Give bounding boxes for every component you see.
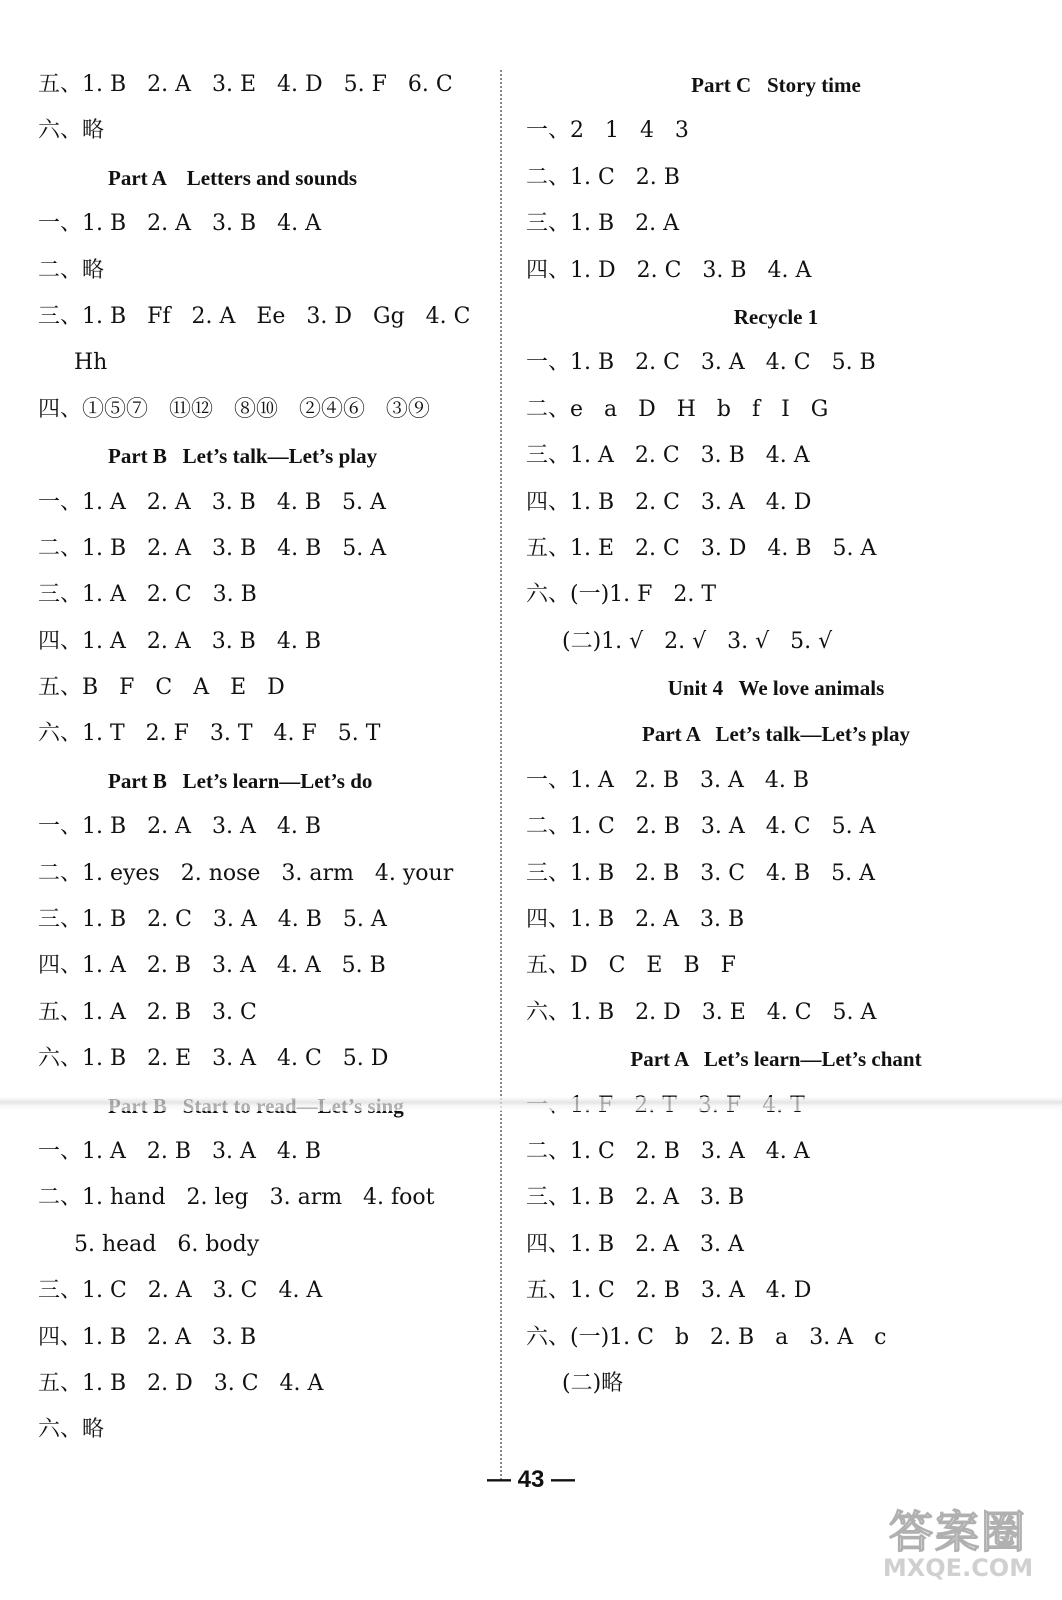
answer-line: 二、1. C 2. B bbox=[526, 164, 680, 190]
answer-line: 二、e a D H b f I G bbox=[526, 396, 829, 422]
answer-line: 五、1. C 2. B 3. A 4. D bbox=[526, 1278, 812, 1304]
column-divider bbox=[500, 70, 502, 1480]
answer-line: 四、1. A 2. A 3. B 4. B bbox=[38, 628, 321, 654]
answer-line: 六、1. B 2. E 3. A 4. C 5. D bbox=[38, 1046, 389, 1072]
answer-line: 二、略 bbox=[38, 257, 105, 283]
answer-line: (二)1. √ 2. √ 3. √ 5. √ bbox=[562, 628, 833, 654]
right-answer-column bbox=[526, 62, 1026, 1407]
answer-line: 四、1. D 2. C 3. B 4. A bbox=[526, 257, 812, 283]
answer-line: 三、1. A 2. C 3. B 4. A bbox=[526, 443, 810, 469]
answer-line: 六、1. T 2. F 3. T 4. F 5. T bbox=[38, 721, 381, 747]
answer-line: 二、1. C 2. B 3. A 4. C 5. A bbox=[526, 814, 876, 840]
section-heading: Part A Let’s talk—Let’s play bbox=[642, 722, 910, 747]
answer-line: 四、1. B 2. A 3. B bbox=[526, 907, 745, 933]
section-heading: Recycle 1 bbox=[733, 304, 819, 329]
section-heading: Part A Let’s learn—Let’s chant bbox=[630, 1047, 922, 1072]
answer-line: 五、D C E B F bbox=[526, 953, 736, 979]
section-heading: Part C Story time bbox=[691, 73, 861, 97]
answer-line: 一、2 1 4 3 bbox=[526, 118, 689, 144]
answer-line: 五、1. B 2. A 3. E 4. D 5. F 6. C bbox=[38, 72, 453, 97]
answer-line: 六、(一)1. C b 2. B a 3. A c bbox=[526, 1324, 887, 1350]
answer-line: 五、1. B 2. D 3. C 4. A bbox=[38, 1370, 324, 1396]
answer-line: 二、1. eyes 2. nose 3. arm 4. your bbox=[38, 860, 454, 886]
answer-line: Hh bbox=[74, 350, 108, 376]
answer-line: 六、略 bbox=[38, 1417, 105, 1443]
section-heading: Part B Let’s talk—Let’s play bbox=[108, 444, 378, 469]
left-answer-column bbox=[38, 62, 488, 1454]
answer-line: (二)略 bbox=[562, 1370, 624, 1396]
answer-line: 一、1. A 2. A 3. B 4. B 5. A bbox=[38, 489, 386, 515]
answer-line: 五、1. A 2. B 3. C bbox=[38, 999, 257, 1025]
answer-line: 六、(一)1. F 2. T bbox=[526, 582, 717, 608]
answer-line: 三、1. B 2. B 3. C 4. B 5. A bbox=[526, 860, 876, 886]
answer-line: 二、1. C 2. B 3. A 4. A bbox=[526, 1138, 810, 1164]
answer-line: 5. head 6. body bbox=[74, 1231, 260, 1257]
answer-line: 四、1. A 2. B 3. A 4. A 5. B bbox=[38, 953, 386, 979]
answer-line: 五、B F C A E D bbox=[38, 675, 285, 701]
answer-line: 一、1. B 2. A 3. A 4. B bbox=[38, 814, 321, 840]
page-number: — 43 — bbox=[486, 1466, 576, 1493]
answer-line: 四、1. B 2. A 3. A bbox=[526, 1231, 744, 1257]
answer-line: 一、1. A 2. B 3. A 4. B bbox=[38, 1138, 321, 1164]
section-heading: Unit 4 We love animals bbox=[667, 676, 885, 701]
answer-line: 四、1. B 2. A 3. B bbox=[38, 1324, 257, 1350]
answer-line: 三、1. B Ff 2. A Ee 3. D Gg 4. C bbox=[38, 303, 471, 329]
answer-line: 三、1. A 2. C 3. B bbox=[38, 582, 257, 608]
watermark-url: MXQE.COM bbox=[882, 1554, 1034, 1582]
answer-line: 三、1. C 2. A 3. C 4. A bbox=[38, 1278, 323, 1304]
answer-line: 三、1. B 2. A 3. B bbox=[526, 1185, 745, 1211]
answer-line: 六、1. B 2. D 3. E 4. C 5. A bbox=[526, 999, 877, 1025]
section-heading: Part B Let’s learn—Let’s do bbox=[108, 768, 373, 793]
answer-line: 一、1. A 2. B 3. A 4. B bbox=[526, 767, 809, 793]
watermark-logo bbox=[868, 1496, 1048, 1596]
answer-line: 五、1. E 2. C 3. D 4. B 5. A bbox=[526, 535, 877, 561]
answer-line: 一、1. B 2. A 3. B 4. A bbox=[38, 211, 321, 237]
answer-line: 二、1. hand 2. leg 3. arm 4. foot bbox=[38, 1185, 435, 1211]
answer-line: 三、1. B 2. A bbox=[526, 211, 680, 237]
section-heading: Part A Letters and sounds bbox=[108, 165, 358, 190]
answer-line: 四、1. B 2. C 3. A 4. D bbox=[526, 489, 812, 515]
answer-line: 四、①⑤⑦ ⑪⑫ ⑧⑩ ②④⑥ ③⑨ bbox=[38, 396, 430, 422]
scan-smear bbox=[0, 1097, 1062, 1111]
answer-line: 二、1. B 2. A 3. B 4. B 5. A bbox=[38, 535, 387, 561]
answer-line: 三、1. B 2. C 3. A 4. B 5. A bbox=[38, 907, 387, 933]
watermark-logo-text: 答案圈 bbox=[889, 1507, 1027, 1558]
answer-line: 六、略 bbox=[38, 118, 105, 144]
answer-line: 一、1. B 2. C 3. A 4. C 5. B bbox=[526, 350, 876, 376]
